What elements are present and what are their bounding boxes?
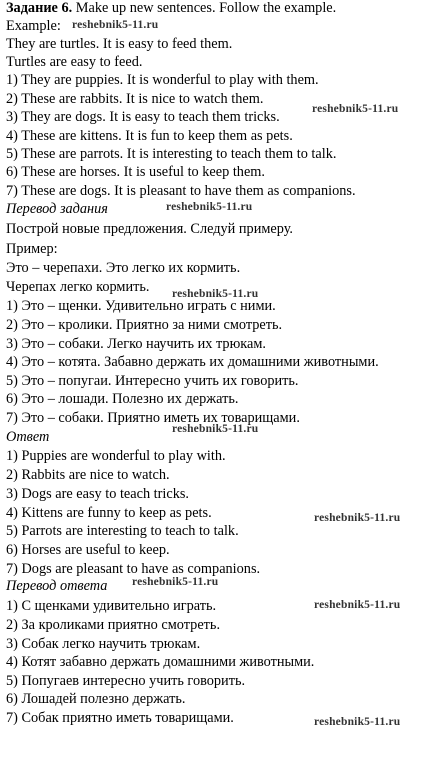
task-item: 6) These are horses. It is useful to keep them. xyxy=(6,164,265,180)
answer-item: 7) Dogs are pleasant to have as companions. xyxy=(6,561,261,577)
translation-item: 5) Это – попугаи. Интересно учить их говорить. xyxy=(6,373,299,389)
answer-item: 1) Puppies are wonderful to play with. xyxy=(6,448,226,464)
task-number: Задание 6. xyxy=(6,0,73,16)
answer-item: 4) Kittens are funny to keep as pets. xyxy=(6,505,212,521)
watermark: reshebnik5-11.ru xyxy=(166,201,253,213)
translation-example-line: Черепах легко кормить. xyxy=(6,279,150,295)
answer-item: 5) Parrots are interesting to teach to talk. xyxy=(6,523,239,539)
translation-item: 2) Это – кролики. Приятно за ними смотреть. xyxy=(6,317,283,333)
watermark: reshebnik5-11.ru xyxy=(312,103,399,115)
watermark: reshebnik5-11.ru xyxy=(172,423,259,435)
watermark: reshebnik5-11.ru xyxy=(314,599,401,611)
answer-heading: Ответ xyxy=(6,429,50,445)
task-item: 1) They are puppies. It is wonderful to play with them. xyxy=(6,72,319,88)
watermark: reshebnik5-11.ru xyxy=(72,19,159,31)
example-line: They are turtles. It is easy to feed them. xyxy=(6,36,233,52)
answer-item: 6) Horses are useful to keep. xyxy=(6,542,170,558)
task-item: 5) These are parrots. It is interesting to teach them to talk. xyxy=(6,146,337,162)
answer-translation-heading: Перевод ответа xyxy=(6,578,108,594)
task-item: 2) These are rabbits. It is nice to watch them. xyxy=(6,91,264,107)
example-line: Turtles are easy to feed. xyxy=(6,54,143,70)
translation-example-line: Это – черепахи. Это легко их кормить. xyxy=(6,260,241,276)
task-item: 4) These are kittens. It is fun to keep them as pets. xyxy=(6,128,293,144)
watermark: reshebnik5-11.ru xyxy=(172,288,259,300)
watermark: reshebnik5-11.ru xyxy=(314,716,401,728)
translation-heading: Перевод задания xyxy=(6,201,108,217)
translation-item: 4) Это – котята. Забавно держать их домашними животными. xyxy=(6,354,379,370)
answer-translation-item: 1) С щенками удивительно играть. xyxy=(6,598,217,614)
task-item: 3) They are dogs. It is easy to teach them tricks. xyxy=(6,109,280,125)
answer-translation-item: 3) Собак легко научить трюкам. xyxy=(6,636,201,652)
watermark: reshebnik5-11.ru xyxy=(314,512,401,524)
answer-translation-item: 5) Попугаев интересно учить говорить. xyxy=(6,673,246,689)
translation-item: 6) Это – лошади. Полезно их держать. xyxy=(6,391,239,407)
translation-item: 7) Это – собаки. Приятно иметь их товарищами. xyxy=(6,410,300,426)
answer-translation-item: 6) Лошадей полезно держать. xyxy=(6,691,186,707)
answer-translation-item: 2) За кроликами приятно смотреть. xyxy=(6,617,221,633)
task-instruction: Make up new sentences. Follow the example. xyxy=(72,0,337,16)
translation-instruction: Построй новые предложения. Следуй примеру. xyxy=(6,221,293,237)
answer-translation-item: 7) Собак приятно иметь товарищами. xyxy=(6,710,234,726)
watermark: reshebnik5-11.ru xyxy=(132,576,219,588)
task-item: 7) These are dogs. It is pleasant to have them as companions. xyxy=(6,183,356,199)
answer-item: 3) Dogs are easy to teach tricks. xyxy=(6,486,190,502)
task-heading xyxy=(6,0,336,17)
answer-item: 2) Rabbits are nice to watch. xyxy=(6,467,170,483)
example-label: Example: xyxy=(6,18,61,34)
translation-item: 3) Это – собаки. Легко научить их трюкам. xyxy=(6,336,266,352)
answer-translation-item: 4) Котят забавно держать домашними животными. xyxy=(6,654,315,670)
translation-item: 1) Это – щенки. Удивительно играть с ними. xyxy=(6,298,276,314)
translation-example-label: Пример: xyxy=(6,241,58,257)
